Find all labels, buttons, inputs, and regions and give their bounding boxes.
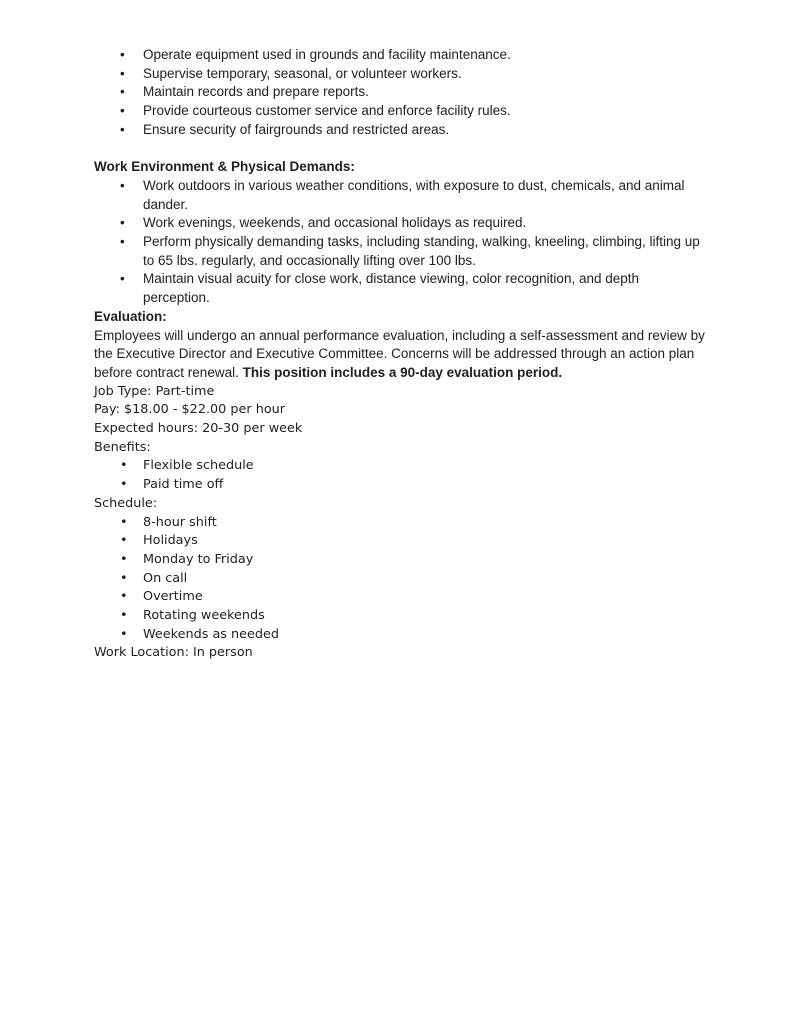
- evaluation-body-text: Employees will undergo an annual performance evaluation, including a self-assessment and review by the Executive Director and Executive Committee. Concerns will be addressed through an action plan before contract renewal.: [94, 327, 705, 380]
- list-item-text: Work evenings, weekends, and occasional holidays as required.: [143, 215, 527, 231]
- list-item: [143, 65, 706, 84]
- list-item: [143, 233, 706, 270]
- list-item: [143, 588, 706, 607]
- list-item: [143, 476, 706, 495]
- work-location-line: Work Location: In person: [94, 645, 253, 661]
- evaluation-bold-note: This position includes a 90-day evaluation period.: [242, 364, 563, 380]
- list-item-text: Rotating weekends: [143, 608, 265, 624]
- list-item: [143, 626, 706, 645]
- list-item: [143, 270, 706, 307]
- list-item: [143, 177, 706, 214]
- benefits-list: [94, 457, 706, 494]
- document-content: [94, 46, 706, 663]
- list-item-text: Overtime: [143, 589, 203, 605]
- section-heading-evaluation: Evaluation:: [94, 308, 167, 324]
- expected-hours-line: Expected hours: 20-30 per week: [94, 421, 303, 437]
- list-item-text: Supervise temporary, seasonal, or volunteer workers.: [143, 65, 462, 81]
- blank-line: [94, 140, 706, 159]
- responsibilities-list: [94, 46, 706, 140]
- list-item-text: Weekends as needed: [143, 626, 279, 642]
- list-item-text: On call: [143, 570, 188, 586]
- schedule-label: Schedule:: [94, 495, 158, 511]
- list-item-text: 8-hour shift: [143, 514, 217, 530]
- list-item: [143, 121, 706, 140]
- list-item-text: Operate equipment used in grounds and facility maintenance.: [143, 47, 511, 62]
- list-item: [143, 102, 706, 121]
- list-item-text: Maintain visual acuity for close work, distance viewing, color recognition, and depth perception.: [143, 271, 640, 306]
- list-item-text: Flexible schedule: [143, 458, 254, 474]
- list-item: [143, 214, 706, 233]
- list-item-text: Work outdoors in various weather conditions, with exposure to dust, chemicals, and animal dander.: [143, 177, 685, 212]
- list-item: [143, 570, 706, 589]
- job-type-line: Job Type: Part-time: [94, 383, 215, 399]
- list-item: [143, 532, 706, 551]
- list-item: [143, 514, 706, 533]
- section-heading-work-environment: Work Environment & Physical Demands:: [94, 159, 355, 175]
- pay-line: Pay: $18.00 - $22.00 per hour: [94, 402, 286, 418]
- list-item-text: Ensure security of fairgrounds and restricted areas.: [143, 121, 450, 137]
- schedule-list: [94, 514, 706, 645]
- list-item: [143, 46, 706, 65]
- list-item: [143, 457, 706, 476]
- job-summary-block: [94, 383, 706, 664]
- list-item-text: Provide courteous customer service and enforce facility rules.: [143, 103, 511, 119]
- benefits-label: Benefits:: [94, 439, 151, 455]
- list-item-text: Perform physically demanding tasks, including standing, walking, kneeling, climbing, lifting up to 65 lbs. regularly, and occasionally lifting over 100 lbs.: [143, 234, 700, 268]
- list-item-text: Paid time off: [143, 477, 224, 493]
- evaluation-paragraph: [94, 327, 706, 383]
- list-item-text: Monday to Friday: [143, 551, 254, 567]
- list-item: [143, 83, 706, 102]
- list-item-text: Holidays: [143, 533, 198, 549]
- list-item-text: Maintain records and prepare reports.: [143, 84, 369, 100]
- list-item: [143, 607, 706, 626]
- list-item: [143, 551, 706, 570]
- work-environment-list: [94, 177, 706, 308]
